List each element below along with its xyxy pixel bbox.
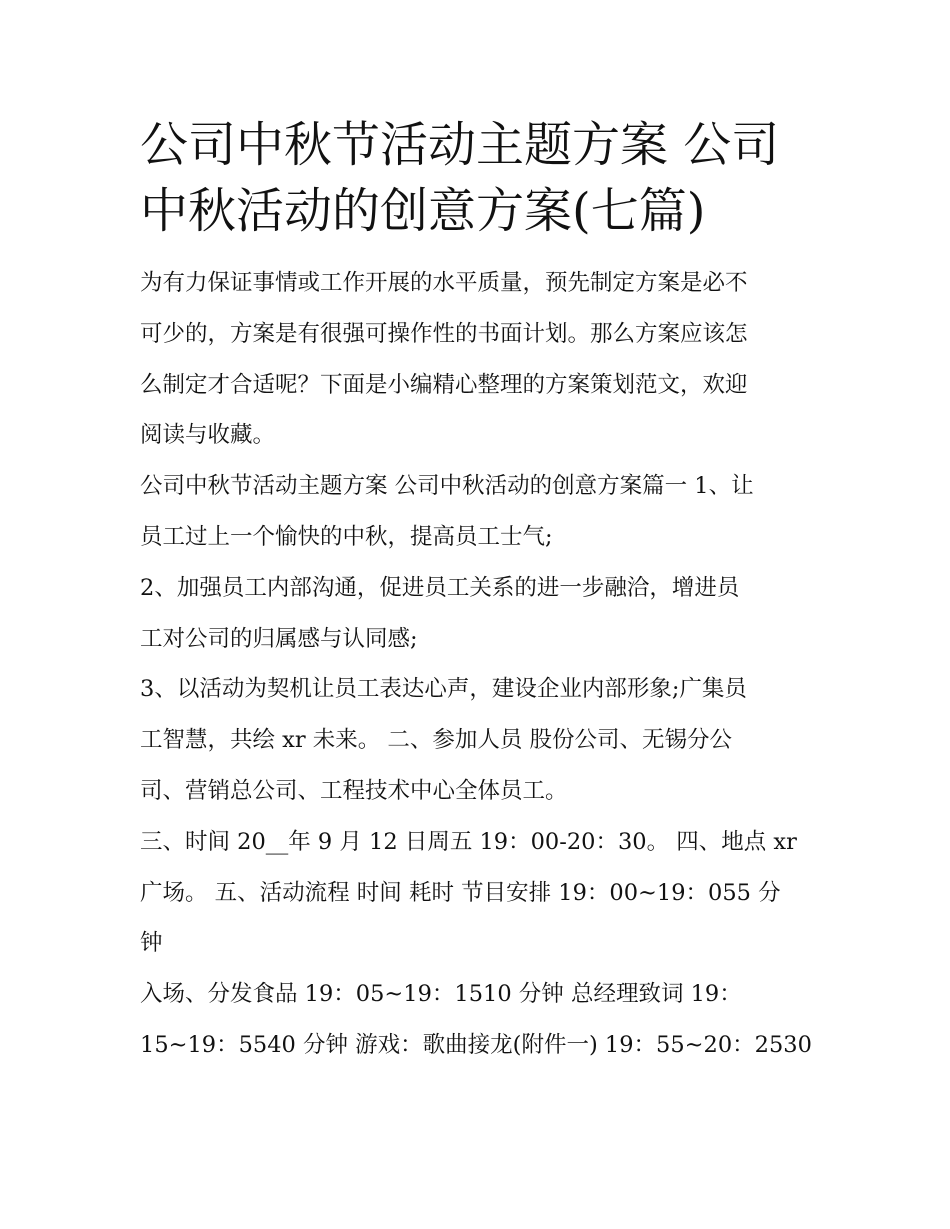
body-line: 三、时间 20__年 9 月 12 日周五 19：00-20：30。 四、地点 xr — [140, 828, 797, 855]
document-body — [140, 258, 812, 1071]
body-line: 为有力保证事情或工作开展的水平质量，预先制定方案是必不 — [140, 270, 748, 296]
body-line: 司、营销总公司、工程技术中心全体员工。 — [140, 777, 568, 804]
body-line: 广场。 五、活动流程 时间 耗时 节目安排 19：00~19：055 分 — [140, 879, 781, 906]
body-line: 阅读与收藏。 — [140, 422, 276, 449]
body-line: 15~19：5540 分钟 游戏：歌曲接龙(附件一) 19：55~20：2530 — [140, 1031, 812, 1058]
body-line: 工智慧，共绘 xr 未来。 二、参加人员 股份公司、无锡分公 — [140, 727, 733, 754]
title-line: 公司中秋节活动主题方案 公司 — [140, 117, 780, 173]
title-line: 中秋活动的创意方案(七篇) — [140, 183, 706, 239]
body-line: 么制定才合适呢？下面是小编精心整理的方案策划范文，欢迎 — [140, 371, 748, 398]
document-title — [140, 112, 812, 244]
body-line: 公司中秋节活动主题方案 公司中秋活动的创意方案篇一 1、让 — [140, 473, 754, 500]
document-page — [140, 112, 812, 1071]
body-line: 可少的，方案是有很强可操作性的书面计划。那么方案应该怎 — [140, 320, 748, 347]
body-line: 钟 — [140, 930, 163, 957]
body-line: 3、以活动为契机让员工表达心声，建设企业内部形象;广集员 — [140, 676, 747, 703]
body-line: 入场、分发食品 19：05~19：1510 分钟 总经理致词 19： — [140, 981, 742, 1008]
body-line: 2、加强员工内部沟通，促进员工关系的进一步融洽，增进员 — [140, 574, 740, 601]
body-line: 员工过上一个愉快的中秋，提高员工士气; — [140, 523, 553, 550]
body-line: 工对公司的归属感与认同感; — [140, 625, 418, 652]
